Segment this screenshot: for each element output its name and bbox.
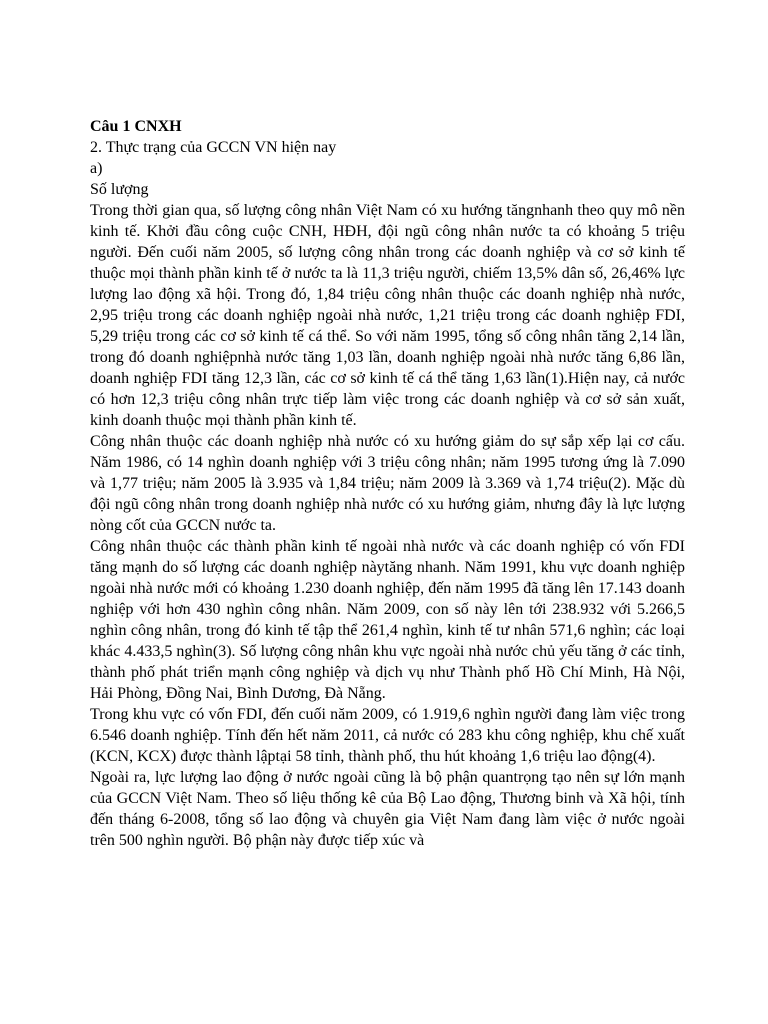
paragraph-2: Công nhân thuộc các doanh nghiệp nhà nước có xu hướng giảm do sự sắp xếp lại cơ cấu. Năm 1986, có 14 nghìn doanh nghiệp với 3 triệu công nhân; năm 1995 tương ứng là 7.090 và 1,77 triệu; năm 2005 là 3.935 và 1,84 triệu; năm 2009 là 3.369 và 1,74 triệu(2). Mặc dù đội ngũ công nhân trong doanh nghiệp nhà nước có xu hướng giảm, nhưng đây là lực lượng nòng cốt của GCCN nước ta.: [90, 433, 685, 534]
document-title: Câu 1 CNXH: [90, 118, 182, 135]
paragraph-3: Công nhân thuộc các thành phần kinh tế ngoài nhà nước và các doanh nghiệp có vốn FDI tăng mạnh do số lượng các doanh nghiệp nàytăng nhanh. Năm 1991, khu vực doanh nghiệp ngoài nhà nước mới có khoảng 1.230 doanh nghiệp, đến năm 1995 đã tăng lên 17.143 doanh nghiệp với hơn 430 nghìn công nhân. Năm 2009, con số này lên tới 238.932 với 5.266,5 nghìn công nhân, trong đó kinh tế tập thể 261,4 nghìn, kinh tế tư nhân 571,6 nghìn; các loại khác 4.433,5 nghìn(3). Số lượng công nhân khu vực ngoài nhà nước chủ yếu tăng ở các tỉnh, thành phố phát triển mạnh công nghiệp và dịch vụ như Thành phố Hồ Chí Minh, Hà Nội, Hải Phòng, Đồng Nai, Bình Dương, Đà Nẵng.: [90, 538, 685, 702]
paragraph-4: Trong khu vực có vốn FDI, đến cuối năm 2009, có 1.919,6 nghìn người đang làm việc trong 6.546 doanh nghiệp. Tính đến hết năm 2011, cả nước có 283 khu công nghiệp, khu chế xuất (KCN, KCX) được thành lậptại 58 tỉnh, thành phố, thu hút khoảng 1,6 triệu lao động(4).: [90, 706, 685, 765]
section-heading: 2. Thực trạng của GCCN VN hiện nay: [90, 139, 337, 156]
paragraph-1: Trong thời gian qua, số lượng công nhân Việt Nam có xu hướng tăngnhanh theo quy mô nền kinh tế. Khởi đầu công cuộc CNH, HĐH, đội ngũ công nhân nước ta có khoảng 5 triệu người. Đến cuối năm 2005, số lượng công nhân trong các doanh nghiệp và cơ sở kinh tế thuộc mọi thành phần kinh tế ở nước ta là 11,3 triệu người, chiếm 13,5% dân số, 26,46% lực lượng lao động xã hội. Trong đó, 1,84 triệu công nhân thuộc các doanh nghiệp nhà nước, 2,95 triệu trong các doanh nghiệp ngoài nhà nước, 1,21 triệu trong các doanh nghiệp FDI, 5,29 triệu trong các cơ sở kinh tế cá thể. So với năm 1995, tổng số công nhân tăng 2,14 lần, trong đó doanh nghiệpnhà nước tăng 1,03 lần, doanh nghiệp ngoài nhà nước tăng 6,86 lần, doanh nghiệp FDI tăng 12,3 lần, các cơ sở kinh tế cá thể tăng 1,63 lần(1).Hiện nay, cả nước có hơn 12,3 triệu công nhân trực tiếp làm việc trong các doanh nghiệp và cơ sở sản xuất, kinh doanh thuộc mọi thành phần kinh tế.: [90, 202, 685, 429]
paragraph-5: Ngoài ra, lực lượng lao động ở nước ngoài cũng là bộ phận quantrọng tạo nên sự lớn mạnh của GCCN Việt Nam. Theo số liệu thống kê của Bộ Lao động, Thương binh và Xã hội, tính đến tháng 6-2008, tổng số lao động và chuyên gia Việt Nam đang làm việc ở nước ngoài trên 500 nghìn người. Bộ phận này được tiếp xúc và: [90, 769, 685, 849]
subsection-label: a): [90, 160, 103, 177]
document-page: [90, 116, 685, 851]
topic-heading: Số lượng: [90, 181, 149, 198]
